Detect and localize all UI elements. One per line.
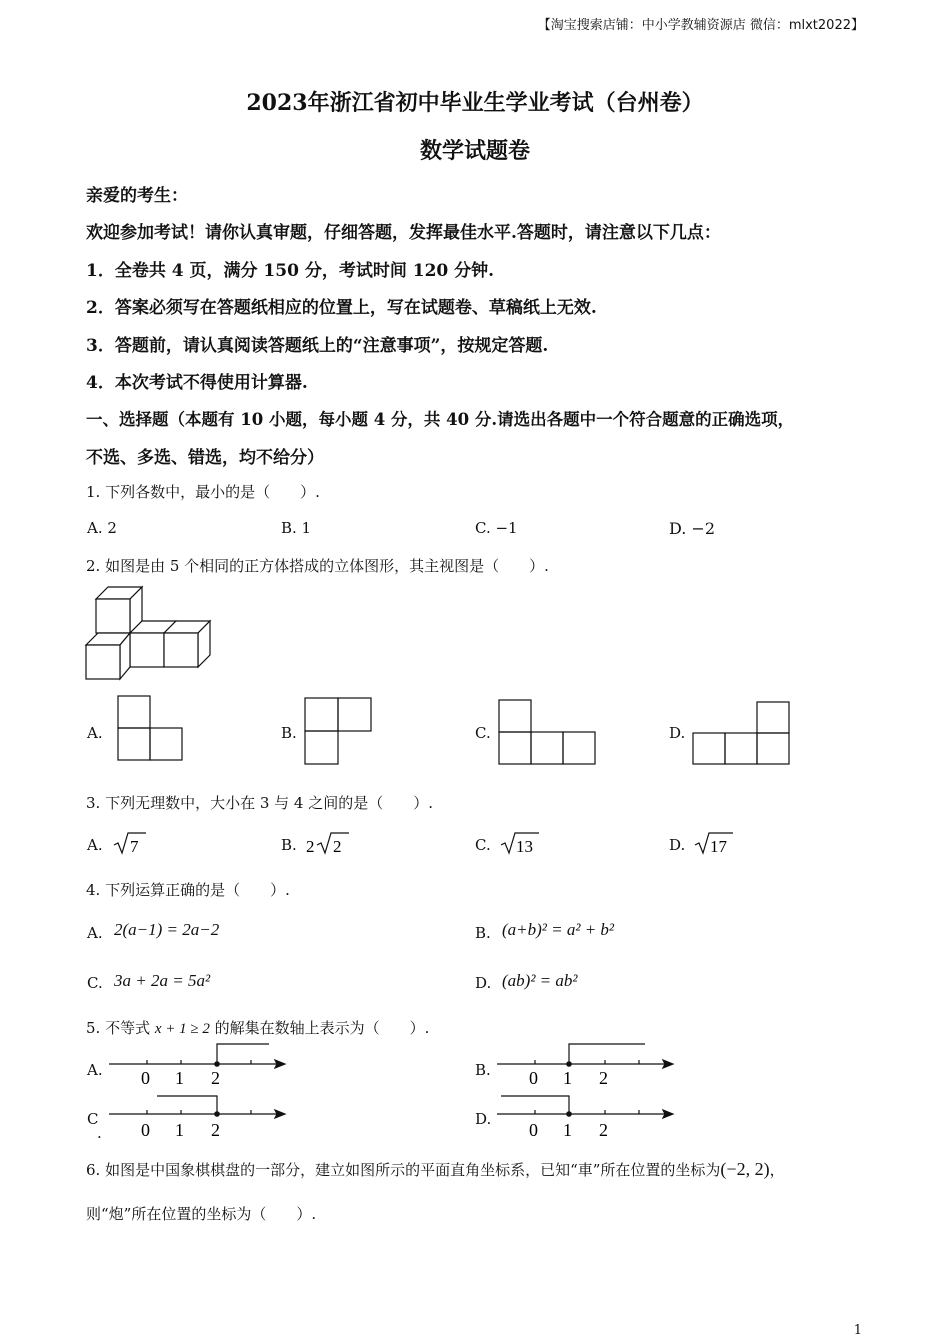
svg-text:0: 0 — [141, 1120, 150, 1140]
q3-option-d-radical — [693, 830, 733, 856]
svg-text:1: 1 — [563, 1120, 572, 1140]
svg-text:2: 2 — [306, 837, 315, 856]
svg-text:1: 1 — [175, 1120, 184, 1140]
q2-option-d-figure — [692, 701, 790, 765]
svg-text:7: 7 — [130, 837, 139, 856]
svg-text:2: 2 — [599, 1120, 608, 1140]
note-3: 3．答题前，请认真阅读答题纸上的“注意事项”，按规定答题. — [86, 336, 549, 356]
q6-line2: 则“炮”所在位置的坐标为（ ）. — [86, 1205, 317, 1223]
q4-stem: 4. 下列运算正确的是（ ）. — [86, 881, 290, 899]
q4-label-d: D. — [475, 974, 492, 992]
q3-label-a: A. — [87, 836, 103, 854]
q6-line1: 6. 如图是中国象棋棋盘的一部分，建立如图所示的平面直角坐标系，已知“車”所在位置的坐标为(−2, 2)， — [86, 1159, 785, 1179]
q3-stem: 3. 下列无理数中，大小在 3 与 4 之间的是（ ）. — [86, 794, 434, 812]
section1-line1: 一、选择题（本题有 10 小题，每小题 4 分，共 40 分.请选出各题中一个符合题意的正确选项， — [86, 410, 795, 429]
q3-option-c-radical — [499, 830, 539, 856]
svg-text:1: 1 — [563, 1068, 572, 1088]
svg-text:0: 0 — [529, 1068, 538, 1088]
intro: 欢迎参加考试！请你认真审题，仔细答题，发挥最佳水平.答题时，请注意以下几点： — [86, 223, 721, 243]
q5-label-c: C — [87, 1110, 99, 1128]
note-4: 4．本次考试不得使用计算器. — [86, 373, 308, 393]
q3-option-a-radical — [112, 830, 146, 856]
q3-label-b: B. — [281, 836, 297, 854]
q5-stem: 5. 不等式 x + 1 ≥ 2 的解集在数轴上表示为（ ）. — [86, 1019, 430, 1037]
svg-text:2: 2 — [599, 1068, 608, 1088]
q5-option-d-numberline — [493, 1090, 678, 1140]
header-note: 【淘宝搜索店铺：中小学教辅资源店 微信：mlxt2022】 — [537, 18, 864, 33]
q1-option-b: B. 1 — [281, 519, 312, 537]
q5-label-c-dot: . — [97, 1124, 102, 1142]
q5-label-d: D. — [475, 1110, 492, 1128]
svg-text:0: 0 — [529, 1120, 538, 1140]
q4-label-a: A. — [87, 924, 103, 942]
q2-label-d: D. — [669, 724, 686, 742]
q3-label-d: D. — [669, 836, 686, 854]
q1-option-a: A. 2 — [87, 519, 117, 537]
q5-option-b-numberline — [493, 1040, 678, 1090]
page-title: 2023年浙江省初中毕业生学业考试（台州卷） — [246, 90, 704, 116]
svg-text:1: 1 — [175, 1068, 184, 1088]
q5-label-a: A. — [87, 1061, 103, 1079]
q3-option-b-radical — [305, 830, 349, 856]
q5-option-c-numberline — [105, 1090, 290, 1140]
q1-option-c: C. −1 — [475, 519, 518, 537]
q1-option-d: D. −2 — [669, 519, 716, 538]
q3-label-c: C. — [475, 836, 491, 854]
q4-option-b: (a+b)² = a² + b² — [502, 920, 615, 939]
q2-label-c: C. — [475, 724, 491, 742]
q4-label-c: C. — [87, 974, 103, 992]
q2-option-b-figure — [304, 697, 372, 765]
q5-label-b: B. — [475, 1061, 491, 1079]
q2-option-a-figure — [117, 695, 183, 761]
note-1: 1．全卷共 4 页，满分 150 分，考试时间 120 分钟. — [86, 261, 495, 281]
q4-option-a: 2(a−1) = 2a−2 — [114, 920, 220, 939]
q4-option-d: (ab)² = ab² — [502, 971, 578, 990]
page-number: 1 — [853, 1323, 862, 1338]
page-subtitle: 数学试题卷 — [419, 138, 530, 164]
svg-text:17: 17 — [710, 837, 727, 856]
q1-stem: 1. 下列各数中，最小的是（ ）. — [86, 483, 320, 501]
svg-text:13: 13 — [516, 837, 533, 856]
q2-label-a: A. — [87, 724, 103, 742]
q2-cube-figure — [84, 585, 214, 681]
svg-text:2: 2 — [333, 837, 342, 856]
q2-label-b: B. — [281, 724, 297, 742]
greeting: 亲爱的考生： — [86, 186, 188, 206]
svg-text:2: 2 — [211, 1120, 220, 1140]
q2-stem: 2. 如图是由 5 个相同的正方体搭成的立体图形，其主视图是（ ）. — [86, 557, 549, 575]
q2-option-c-figure — [498, 699, 596, 765]
q4-label-b: B. — [475, 924, 491, 942]
svg-text:0: 0 — [141, 1068, 150, 1088]
svg-text:2: 2 — [211, 1068, 220, 1088]
q5-option-a-numberline — [105, 1040, 290, 1090]
note-2: 2．答案必须写在答题纸相应的位置上，写在试题卷、草稿纸上无效. — [86, 298, 597, 318]
section1-line2: 不选、多选、错选，均不给分） — [86, 448, 324, 468]
q4-option-c: 3a + 2a = 5a² — [114, 971, 211, 990]
